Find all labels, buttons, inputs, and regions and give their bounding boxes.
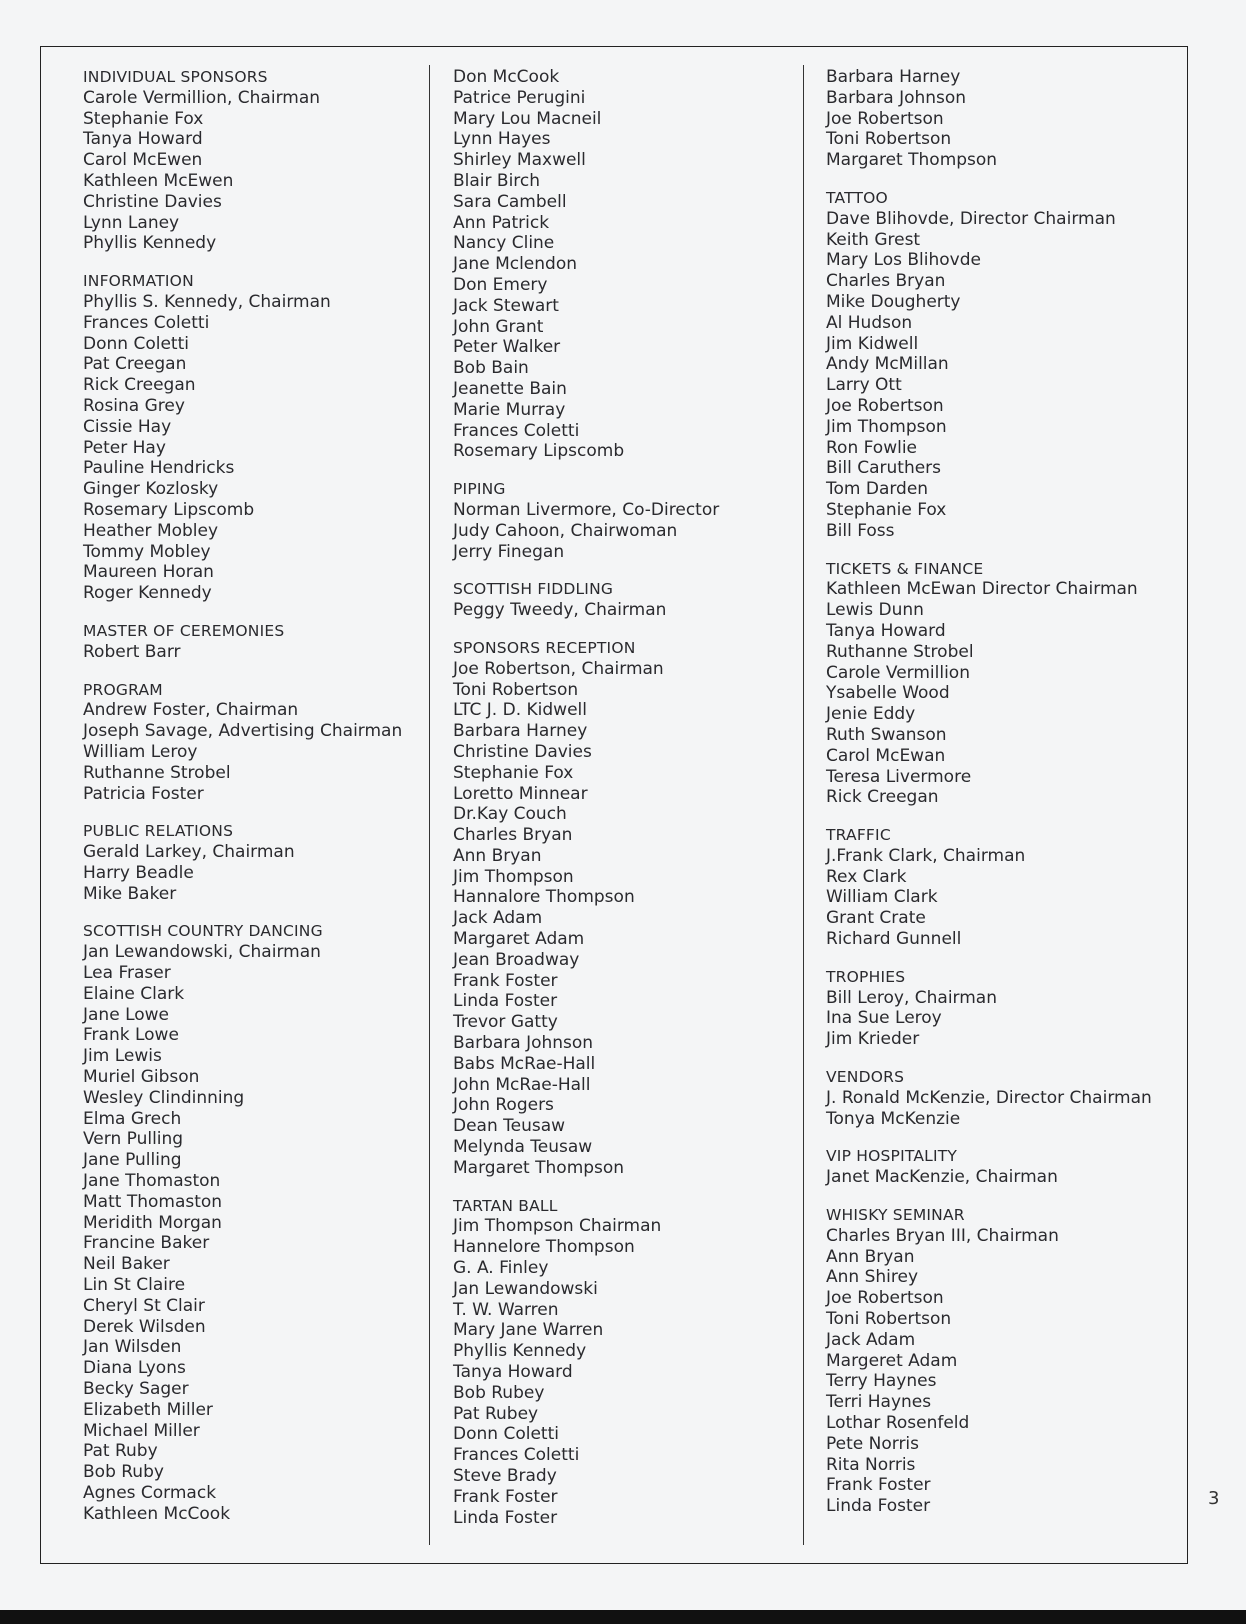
member-name: J.Frank Clark, Chairman [826,845,1026,866]
member-name: Al Hudson [826,312,913,333]
column-3 [826,67,1186,1534]
member-name: T. W. Warren [453,1299,559,1320]
member-name: Peter Hay [83,437,166,458]
member-name: Ann Shirey [826,1267,919,1288]
member-name: Pat Rubey [453,1403,539,1424]
member-name: Tonya McKenzie [826,1108,961,1129]
member-name: Harry Beadle [83,862,194,883]
committee-section [83,271,443,604]
member-name: Phyllis S. Kennedy, Chairman [83,291,331,312]
member-name: William Clark [826,887,938,908]
section-title: MASTER OF CEREMONIES [83,621,285,640]
member-name: Hannelore Thompson [453,1237,635,1258]
section-title: VIP HOSPITALITY [826,1147,958,1166]
member-name: Jeanette Bain [453,378,567,399]
member-name: Bob Rubey [453,1382,545,1403]
member-name: Mike Dougherty [826,291,961,312]
member-name: Margeret Adam [826,1350,958,1371]
section-title: SPONSORS RECEPTION [453,638,636,657]
member-name: Patricia Foster [83,783,204,804]
scan-edge [0,1610,1246,1624]
member-name: Donn Coletti [83,333,189,354]
member-name: Derek Wilsden [83,1316,206,1337]
section-title: WHISKY SEMINAR [826,1206,965,1225]
member-name: Keith Grest [826,229,921,250]
member-name: Christine Davies [83,191,222,212]
member-name: Ruth Swanson [826,724,947,745]
member-name: Vern Pulling [83,1129,184,1150]
member-name: Ann Bryan [453,845,542,866]
committee-section [83,621,443,663]
member-name: Norman Livermore, Co-Director [453,499,720,520]
column-divider [429,65,430,1545]
member-name: Shirley Maxwell [453,150,586,171]
member-name: Lothar Rosenfeld [826,1413,970,1434]
member-name: Trevor Gatty [453,1012,558,1033]
member-name: Pete Norris [826,1433,920,1454]
committee-section [826,1205,1186,1517]
member-name: Toni Robertson [826,1309,952,1330]
member-name: Lynn Laney [83,212,180,233]
committee-section [83,921,443,1524]
member-name: Pat Creegan [83,354,187,375]
member-name: Babs McRae-Hall [453,1053,596,1074]
member-name: Dave Blihovde, Director Chairman [826,208,1116,229]
member-name: Lin St Claire [83,1275,186,1296]
content-frame [40,46,1188,1564]
column-1 [83,67,443,1542]
member-name: Blair Birch [453,170,541,191]
member-name: Meridith Morgan [83,1212,222,1233]
member-name: Jane Lowe [83,1004,170,1025]
member-name: Frances Coletti [453,420,580,441]
member-name: Jim Thompson [826,416,947,437]
member-name: Frank Foster [453,1486,558,1507]
member-name: Stephanie Fox [83,108,204,129]
member-name: Janet MacKenzie, Chairman [826,1167,1058,1188]
member-name: Joe Robertson [826,108,944,129]
member-name: Jack Adam [826,1329,916,1350]
committee-section [826,188,1186,542]
committee-section [453,638,813,1179]
member-name: Lewis Dunn [826,600,924,621]
member-name: Carol McEwen [83,150,203,171]
member-name: Kathleen McCook [83,1503,231,1524]
member-name: Steve Brady [453,1466,557,1486]
member-name: Rex Clark [826,866,907,887]
member-name: Margaret Adam [453,929,585,950]
member-name: Diana Lyons [83,1358,186,1379]
member-name: Charles Bryan III, Chairman [826,1225,1059,1246]
member-name: Elaine Clark [83,983,185,1004]
committee-section [826,1067,1186,1129]
member-name: Frank Lowe [83,1025,179,1046]
member-name: Barbara Johnson [826,87,967,108]
member-name: Elma Grech [83,1108,182,1129]
member-name: Barbara Harney [453,721,588,742]
member-name: Frank Foster [826,1475,931,1496]
member-name: Rick Creegan [826,787,939,808]
section-title: PROGRAM [83,680,163,699]
member-name: Linda Foster [453,991,558,1012]
member-name: Maureen Horan [83,562,214,583]
member-name: Ruthanne Strobel [83,762,231,783]
member-name: Hannalore Thompson [453,887,635,908]
member-name: Ruthanne Strobel [826,641,974,662]
member-name: Muriel Gibson [83,1067,200,1088]
member-name: Mary Los Blihovde [826,250,981,271]
member-name: Judy Cahoon, Chairwoman [453,520,678,541]
member-name: Jack Stewart [453,295,559,316]
member-name: Jenie Eddy [826,704,916,725]
committee-section [83,821,443,904]
member-name: Terri Haynes [826,1392,932,1413]
committee-section [826,559,1186,809]
member-name: Linda Foster [826,1496,931,1517]
member-name: Francine Baker [83,1233,210,1254]
member-name: Don McCook [453,67,560,87]
member-name: Melynda Teusaw [453,1137,593,1158]
member-name: John McRae-Hall [453,1074,591,1095]
member-name: Mary Jane Warren [453,1320,604,1341]
member-name: Sara Cambell [453,191,567,212]
committee-section [453,1196,813,1529]
committee-section [826,967,1186,1050]
member-name: LTC J. D. Kidwell [453,700,587,721]
member-name: Peter Walker [453,337,561,358]
member-name: Margaret Thompson [826,150,998,171]
member-name: Jan Wilsden [83,1337,182,1358]
member-name: Ina Sue Leroy [826,1008,942,1029]
column-divider [803,65,804,1545]
member-name: Agnes Cormack [83,1483,217,1503]
member-name: Andrew Foster, Chairman [83,700,299,721]
page-number: 3 [1208,1488,1220,1509]
committee-section [83,67,443,254]
member-name: Wesley Clindinning [83,1087,245,1108]
member-name: Charles Bryan [826,271,946,292]
member-name: Carole Vermillion, Chairman [83,87,321,108]
member-name: Robert Barr [83,641,181,662]
member-name: Rosemary Lipscomb [453,441,625,462]
member-name: Pat Ruby [83,1441,158,1462]
member-name: Nancy Cline [453,233,555,254]
member-name: Marie Murray [453,399,566,420]
committee-section [453,579,813,621]
member-name: Richard Gunnell [826,929,962,950]
member-name: Carol McEwan [826,745,946,766]
member-name: Andy McMillan [826,354,949,375]
member-name: Tanya Howard [453,1362,573,1383]
member-name: Jim Krieder [826,1029,920,1050]
member-name: Jim Thompson [453,866,574,887]
member-name: Larry Ott [826,375,902,396]
member-name: Peggy Tweedy, Chairman [453,600,667,621]
section-title: TICKETS & FINANCE [826,559,984,578]
member-name: Heather Mobley [83,520,219,541]
member-name: Bill Foss [826,520,895,541]
member-name: Rosina Grey [83,395,185,416]
member-name: Ann Bryan [826,1246,915,1267]
member-name: John Grant [453,316,544,337]
member-name: Ann Patrick [453,212,550,233]
member-name: Ysabelle Wood [826,683,950,704]
member-name: Teresa Livermore [826,766,972,787]
section-title: SCOTTISH COUNTRY DANCING [83,922,323,941]
committee-section [826,825,1186,950]
member-name: Charles Bryan [453,825,573,846]
member-name: Dean Teusaw [453,1116,566,1137]
member-name: Stephanie Fox [453,762,574,783]
member-name: Frances Coletti [83,312,210,333]
member-name: Grant Crate [826,908,926,929]
member-name: Toni Robertson [453,679,579,700]
member-name: Neil Baker [83,1254,170,1275]
member-name: Gerald Larkey, Chairman [83,842,295,863]
member-name: Dr.Kay Couch [453,804,567,825]
member-name: Barbara Harney [826,67,961,87]
member-name: Rita Norris [826,1454,916,1475]
member-name: Phyllis Kennedy [453,1341,587,1362]
member-name: Lynn Hayes [453,129,551,150]
section-title: INDIVIDUAL SPONSORS [83,68,268,86]
member-name: Cheryl St Clair [83,1295,205,1316]
member-name: Margaret Thompson [453,1157,625,1178]
member-name: Christine Davies [453,741,592,762]
member-name: Phyllis Kennedy [83,233,217,254]
member-name: Jerry Finegan [453,541,565,562]
member-name: Tanya Howard [826,620,946,641]
member-name: Jim Thompson Chairman [453,1216,662,1237]
member-name: Frances Coletti [453,1445,580,1466]
column-2 [453,67,813,1545]
member-name: Barbara Johnson [453,1033,594,1054]
member-name: Jane Pulling [83,1150,182,1171]
member-name: Roger Kennedy [83,583,212,604]
member-name: Becky Sager [83,1379,189,1400]
member-name: Jan Lewandowski, Chairman [83,942,321,963]
member-name: Joseph Savage, Advertising Chairman [83,721,403,742]
section-title: TROPHIES [826,967,906,986]
member-name: Jean Broadway [453,949,580,970]
member-name: Rick Creegan [83,375,196,396]
committee-section [83,680,443,805]
member-name: Jim Kidwell [826,333,919,354]
member-name: J. Ronald McKenzie, Director Chairman [826,1087,1152,1108]
section-title: TRAFFIC [826,826,891,845]
member-name: Jan Lewandowski [453,1278,598,1299]
member-name: Mary Lou Macneil [453,108,602,129]
member-name: Joe Robertson, Chairman [453,658,664,679]
member-name: Lea Fraser [83,963,171,984]
member-name: Jane Mclendon [453,254,578,275]
member-name: Loretto Minnear [453,783,588,804]
member-name: Pauline Hendricks [83,458,235,479]
member-name: Carole Vermillion [826,662,970,683]
member-name: Kathleen McEwan Director Chairman [826,579,1138,600]
section-title: SCOTTISH FIDDLING [453,580,614,599]
member-name: Don Emery [453,274,548,295]
section-title: PUBLIC RELATIONS [83,822,234,841]
committee-section [826,67,1186,171]
member-name: G. A. Finley [453,1258,549,1279]
member-name: Tom Darden [826,479,929,500]
member-name: Michael Miller [83,1420,200,1441]
member-name: Kathleen McEwen [83,170,234,191]
committee-section [453,479,813,562]
member-name: John Rogers [453,1095,554,1116]
member-name: Jane Thomaston [83,1171,221,1192]
committee-section [453,67,813,462]
member-name: Joe Robertson [826,395,944,416]
member-name: Joe Robertson [826,1288,944,1309]
member-name: Tommy Mobley [83,541,211,562]
section-title: INFORMATION [83,272,194,291]
member-name: Linda Foster [453,1507,558,1528]
member-name: Donn Coletti [453,1424,559,1445]
member-name: Terry Haynes [826,1371,937,1392]
member-name: Bill Caruthers [826,458,942,479]
member-name: Toni Robertson [826,129,952,150]
member-name: Ron Fowlie [826,437,918,458]
member-name: Mike Baker [83,883,177,904]
member-name: Patrice Perugini [453,87,586,108]
member-name: Tanya Howard [83,129,203,150]
section-title: TARTAN BALL [453,1196,558,1215]
committee-section [826,1146,1186,1188]
member-name: Bob Ruby [83,1462,164,1483]
member-name: Cissie Hay [83,416,172,437]
member-name: Bob Bain [453,358,529,379]
member-name: Jack Adam [453,908,543,929]
member-name: Matt Thomaston [83,1191,223,1212]
member-name: Jim Lewis [83,1046,162,1067]
section-title: VENDORS [826,1068,905,1087]
member-name: Frank Foster [453,970,558,991]
member-name: William Leroy [83,741,198,762]
member-name: Stephanie Fox [826,499,947,520]
member-name: Rosemary Lipscomb [83,499,255,520]
member-name: Elizabeth Miller [83,1399,213,1420]
member-name: Bill Leroy, Chairman [826,987,997,1008]
section-title: TATTOO [826,188,888,207]
member-name: Ginger Kozlosky [83,479,219,500]
section-title: PIPING [453,480,506,499]
